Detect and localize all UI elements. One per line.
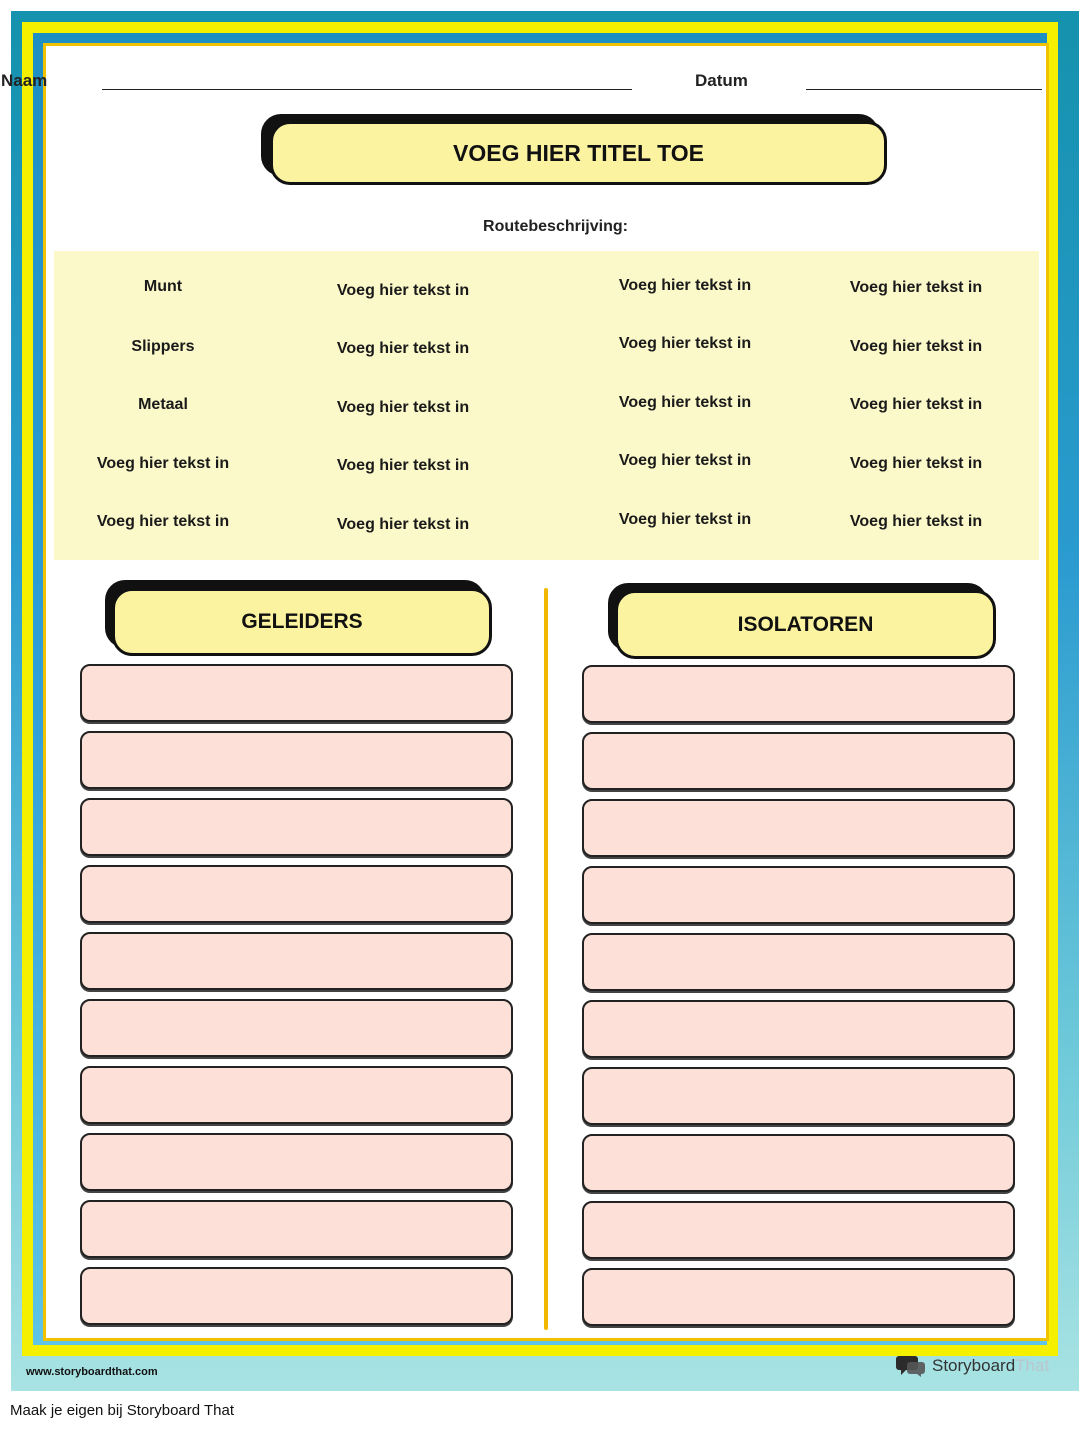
insulator-row[interactable]	[582, 665, 1015, 723]
insulator-row[interactable]	[582, 1201, 1015, 1259]
grid-cell[interactable]: Voeg hier tekst in	[849, 338, 983, 355]
name-label: Naam	[1, 71, 48, 90]
grid-cell[interactable]: Voeg hier tekst in	[336, 457, 470, 474]
footer-url[interactable]: www.storyboardthat.com	[26, 1366, 158, 1378]
insulator-row[interactable]	[582, 933, 1015, 991]
insulator-row[interactable]	[582, 732, 1015, 790]
grid-cell[interactable]: Voeg hier tekst in	[618, 335, 752, 352]
grid-cell[interactable]: Voeg hier tekst in	[96, 455, 230, 472]
conductor-row[interactable]	[80, 798, 513, 856]
grid-cell[interactable]: Voeg hier tekst in	[96, 513, 230, 530]
grid-cell[interactable]: Voeg hier tekst in	[618, 511, 752, 528]
grid-cell[interactable]: Voeg hier tekst in	[849, 396, 983, 413]
conductor-row[interactable]	[80, 1066, 513, 1124]
date-line[interactable]	[806, 89, 1042, 90]
insulator-row[interactable]	[582, 799, 1015, 857]
name-line[interactable]	[102, 89, 632, 90]
grid-cell[interactable]: Voeg hier tekst in	[618, 277, 752, 294]
brand-dim: That	[1015, 1356, 1050, 1375]
conductor-row[interactable]	[80, 1267, 513, 1325]
grid-cell[interactable]: Voeg hier tekst in	[849, 455, 983, 472]
grid-cell[interactable]: Voeg hier tekst in	[336, 516, 470, 533]
grid-cell[interactable]: Voeg hier tekst in	[618, 452, 752, 469]
storyboardthat-logo[interactable]	[896, 1354, 1049, 1378]
grid-cell[interactable]: Slippers	[131, 338, 195, 355]
grid-cell[interactable]: Voeg hier tekst in	[849, 513, 983, 530]
insulators-heading[interactable]: ISOLATOREN	[615, 590, 996, 659]
insulator-row[interactable]	[582, 866, 1015, 924]
grid-cell[interactable]: Voeg hier tekst in	[618, 394, 752, 411]
conductor-row[interactable]	[80, 865, 513, 923]
conductor-row[interactable]	[80, 731, 513, 789]
grid-cell[interactable]: Voeg hier tekst in	[336, 340, 470, 357]
speech-bubble-icon	[896, 1354, 926, 1378]
insulator-row[interactable]	[582, 1067, 1015, 1125]
bottom-caption[interactable]: Maak je eigen bij Storyboard That	[10, 1402, 235, 1419]
conductor-row[interactable]	[80, 664, 513, 722]
conductor-row[interactable]	[80, 1200, 513, 1258]
grid-cell[interactable]: Voeg hier tekst in	[336, 282, 470, 299]
grid-cell[interactable]: Voeg hier tekst in	[336, 399, 470, 416]
brand-main: Storyboard	[932, 1356, 1016, 1375]
grid-cell[interactable]: Voeg hier tekst in	[849, 279, 983, 296]
insulator-row[interactable]	[582, 1268, 1015, 1326]
grid-cell[interactable]: Munt	[143, 278, 183, 295]
directions-label: Routebeschrijving:	[483, 218, 628, 235]
conductors-heading[interactable]: GELEIDERS	[112, 588, 492, 656]
grid-cell[interactable]: Metaal	[138, 396, 188, 413]
page-title[interactable]: VOEG HIER TITEL TOE	[270, 121, 887, 185]
conductor-row[interactable]	[80, 999, 513, 1057]
conductor-row[interactable]	[80, 1133, 513, 1191]
insulator-row[interactable]	[582, 1134, 1015, 1192]
insulator-row[interactable]	[582, 1000, 1015, 1058]
column-divider	[544, 588, 548, 1330]
date-label: Datum	[695, 71, 748, 90]
conductor-row[interactable]	[80, 932, 513, 990]
